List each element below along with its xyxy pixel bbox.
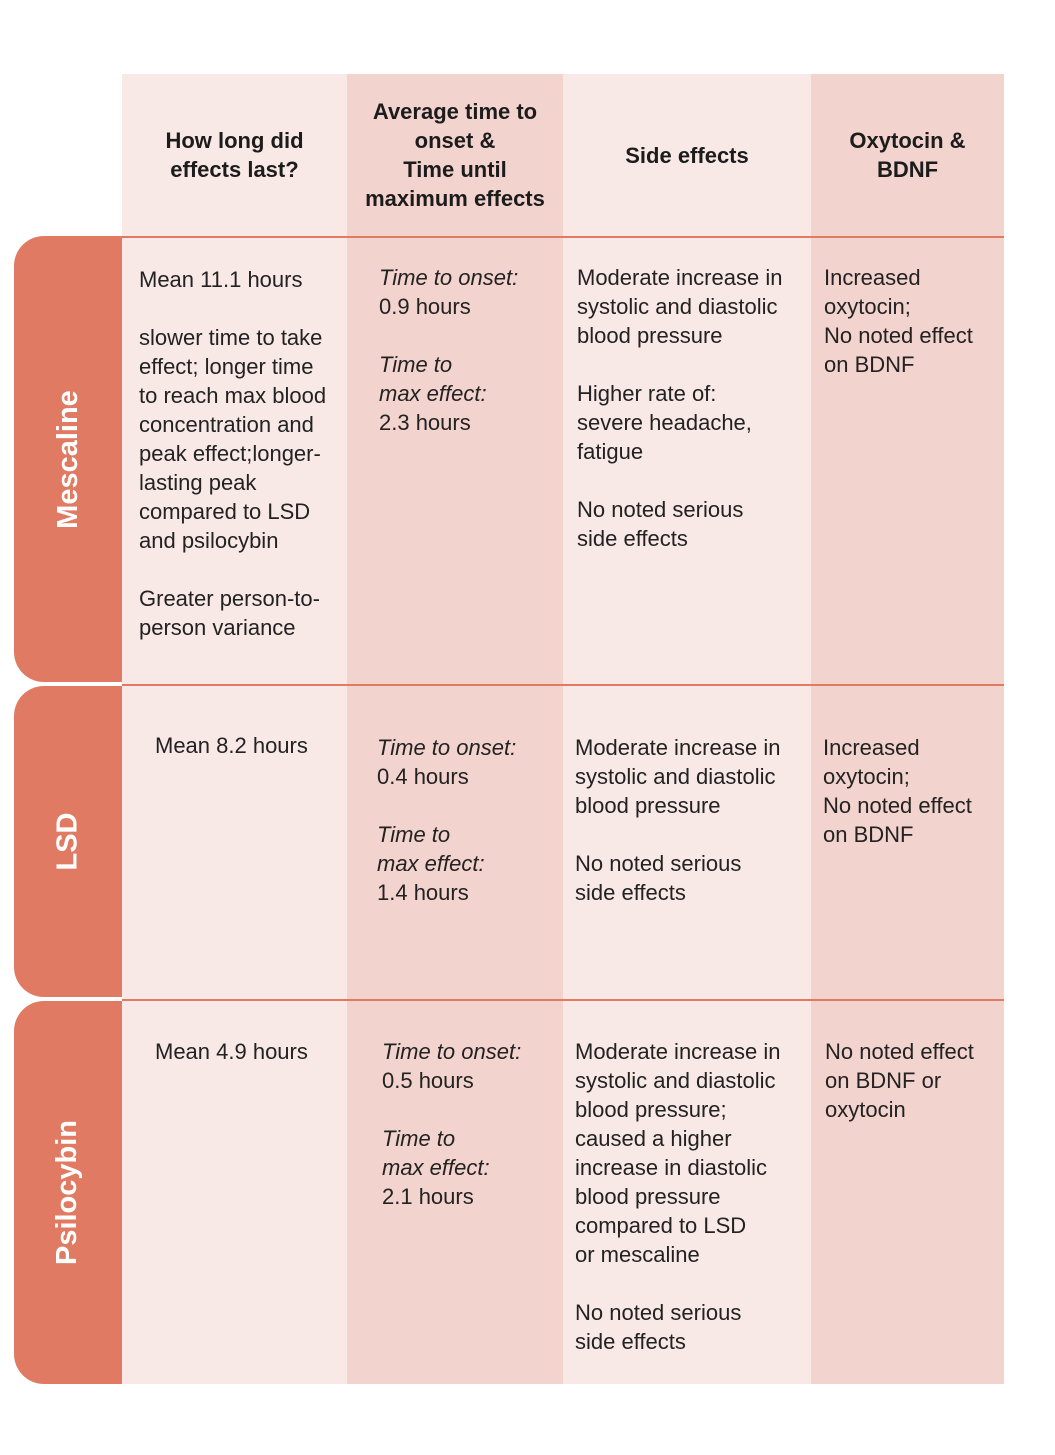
cell-lsd-duration: Mean 8.2 hours: [155, 733, 308, 758]
header-onset: Average time to onset & Time until maximum effects: [365, 99, 545, 211]
cell-psilocybin-oxytocin: No noted effect on BDNF or oxytocin: [825, 1039, 974, 1122]
cell-mescaline-onset: Time to onset: 0.9 hours Time to max effect: 2.3 hours: [379, 265, 519, 435]
row-tab-psilocybin: [14, 1001, 122, 1384]
row-label-psilocybin: Psilocybin: [51, 1119, 84, 1266]
cell-mescaline-oxytocin: Increased oxytocin; No noted effect on BDNF: [824, 265, 973, 377]
cell-psilocybin-duration: Mean 4.9 hours: [155, 1039, 308, 1064]
header-duration: How long did effects last?: [165, 128, 304, 182]
divider-mescaline: [122, 684, 1004, 686]
cell-psilocybin-onset: Time to onset: 0.5 hours Time to max effect: 2.1 hours: [382, 1039, 522, 1209]
row-label-mescaline: Mescaline: [51, 389, 84, 529]
cell-lsd-side-effects: Moderate increase in systolic and diastolic blood pressure No noted serious side effects: [575, 735, 781, 905]
cell-mescaline-side-effects: Moderate increase in systolic and diastolic blood pressure Higher rate of: severe headache, fatigue No noted serious side effects: [577, 265, 783, 551]
cell-mescaline-duration: Mean 11.1 hours slower time to take effect; longer time to reach max blood concentration and peak effect;longer- lasting peak compared to LSD and psilocybin Greater person-to- person variance: [139, 267, 327, 640]
divider-lsd: [122, 999, 1004, 1001]
header-side-effects: Side effects: [625, 142, 749, 168]
cell-lsd-oxytocin: Increased oxytocin; No noted effect on BDNF: [823, 735, 972, 847]
row-tab-lsd: [14, 686, 122, 997]
row-label-lsd: LSD: [51, 812, 84, 871]
cell-psilocybin-side-effects: Moderate increase in systolic and diastolic blood pressure; caused a higher increase in diastolic blood pressure compared to LSD or mescaline No noted serious side effects: [575, 1039, 781, 1354]
divider-header: [122, 236, 1004, 238]
header-oxytocin: Oxytocin & BDNF: [849, 128, 966, 182]
row-tab-mescaline: [14, 236, 122, 682]
cell-lsd-onset: Time to onset: 0.4 hours Time to max effect: 1.4 hours: [377, 735, 517, 905]
